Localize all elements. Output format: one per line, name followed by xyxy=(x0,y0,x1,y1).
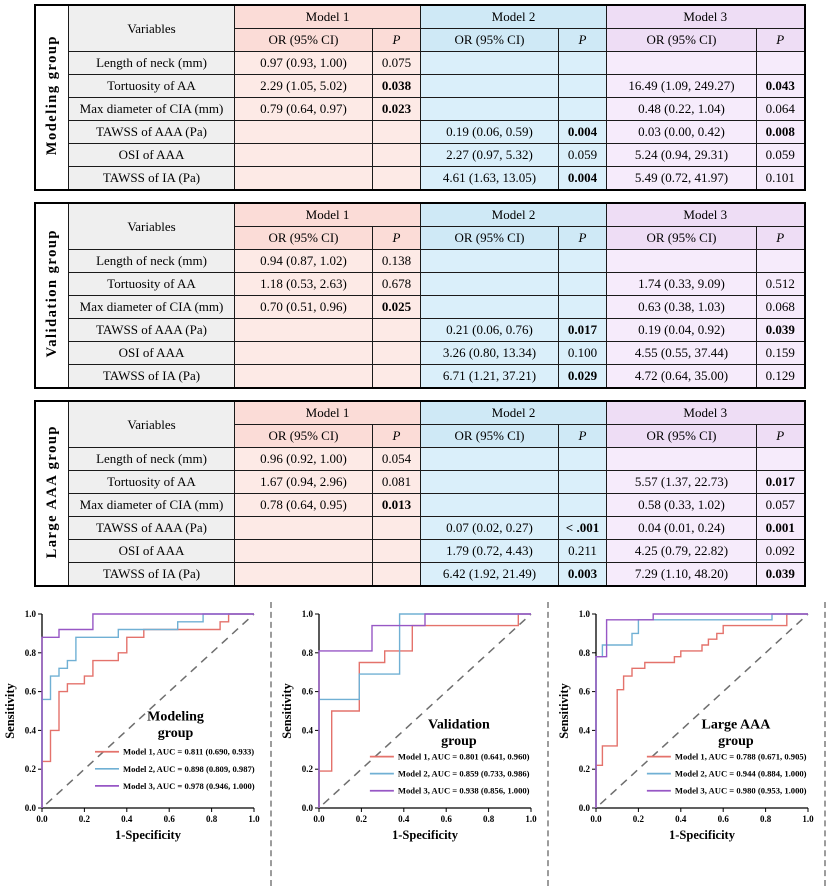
or-cell xyxy=(235,319,373,342)
or-cell xyxy=(421,250,559,273)
p-cell: 0.001 xyxy=(757,517,805,540)
variable-cell: OSI of AAA xyxy=(69,342,235,365)
variable-cell: TAWSS of AAA (Pa) xyxy=(69,517,235,540)
or-ci-header: OR (95% CI) xyxy=(235,29,373,52)
table-row xyxy=(35,75,805,98)
or-cell: 0.78 (0.64, 0.95) xyxy=(235,494,373,517)
model-1-header: Model 1 xyxy=(235,203,421,227)
or-cell xyxy=(421,471,559,494)
panel-separator xyxy=(270,602,272,886)
p-cell xyxy=(373,144,421,167)
p-cell xyxy=(559,250,607,273)
or-cell xyxy=(607,52,757,75)
model-2-header: Model 2 xyxy=(421,203,607,227)
p-cell: 0.068 xyxy=(757,296,805,319)
table-row xyxy=(35,52,805,75)
table-row xyxy=(35,250,805,273)
p-cell xyxy=(373,167,421,191)
variable-cell: TAWSS of AAA (Pa) xyxy=(69,121,235,144)
or-cell: 5.57 (1.37, 22.73) xyxy=(607,471,757,494)
or-cell: 0.21 (0.06, 0.76) xyxy=(421,319,559,342)
variable-cell: OSI of AAA xyxy=(69,540,235,563)
p-cell: 0.004 xyxy=(559,121,607,144)
or-cell: 6.71 (1.21, 37.21) xyxy=(421,365,559,389)
legend-label-model-3: Model 3, AUC = 0.978 (0.946, 1.000) xyxy=(123,780,255,791)
p-cell xyxy=(559,52,607,75)
or-ci-header: OR (95% CI) xyxy=(607,425,757,448)
or-ci-header: OR (95% CI) xyxy=(421,227,559,250)
x-tick-label: 1.0 xyxy=(802,814,814,824)
roc-panel-2 xyxy=(279,598,539,890)
or-cell xyxy=(235,517,373,540)
model-3-header: Model 3 xyxy=(607,401,805,425)
p-cell: 0.017 xyxy=(559,319,607,342)
p-cell: 0.004 xyxy=(559,167,607,191)
y-axis-label: Sensitivity xyxy=(3,683,17,739)
table-row xyxy=(35,540,805,563)
chart-group-title: group xyxy=(441,733,477,749)
or-cell: 0.48 (0.22, 1.04) xyxy=(607,98,757,121)
or-cell: 1.74 (0.33, 9.09) xyxy=(607,273,757,296)
p-cell: 0.029 xyxy=(559,365,607,389)
legend-label-model-1: Model 1, AUC = 0.811 (0.690, 0.933) xyxy=(123,746,255,757)
p-header: P xyxy=(373,425,421,448)
p-cell: 0.023 xyxy=(373,98,421,121)
p-cell: 0.678 xyxy=(373,273,421,296)
p-cell: 0.075 xyxy=(373,52,421,75)
p-cell: 0.057 xyxy=(757,494,805,517)
p-cell: 0.081 xyxy=(373,471,421,494)
variables-header: Variables xyxy=(69,5,235,52)
x-tick-label: 0.0 xyxy=(590,814,602,824)
legend-label-model-2: Model 2, AUC = 0.944 (0.884, 1.000) xyxy=(675,768,807,779)
y-tick-label: 1.0 xyxy=(301,609,314,619)
or-cell xyxy=(235,365,373,389)
p-cell: 0.017 xyxy=(757,471,805,494)
or-cell: 0.19 (0.04, 0.92) xyxy=(607,319,757,342)
table-row xyxy=(35,494,805,517)
table-row xyxy=(35,273,805,296)
p-cell xyxy=(373,319,421,342)
y-axis-label: Sensitivity xyxy=(280,683,295,739)
or-cell: 3.26 (0.80, 13.34) xyxy=(421,342,559,365)
or-cell: 16.49 (1.09, 249.27) xyxy=(607,75,757,98)
p-header: P xyxy=(373,227,421,250)
or-cell: 4.72 (0.64, 35.00) xyxy=(607,365,757,389)
or-cell xyxy=(421,448,559,471)
variable-cell: Max diameter of CIA (mm) xyxy=(69,98,235,121)
table-row xyxy=(35,448,805,471)
or-cell: 0.63 (0.38, 1.03) xyxy=(607,296,757,319)
or-cell xyxy=(235,167,373,191)
p-cell: 0.054 xyxy=(373,448,421,471)
or-ci-header: OR (95% CI) xyxy=(235,425,373,448)
legend-label-model-3: Model 3, AUC = 0.938 (0.856, 1.000) xyxy=(398,785,530,796)
x-tick-label: 0.4 xyxy=(675,814,687,824)
or-cell: 0.04 (0.01, 0.24) xyxy=(607,517,757,540)
p-cell: 0.100 xyxy=(559,342,607,365)
or-cell xyxy=(421,273,559,296)
model-2-header: Model 2 xyxy=(421,401,607,425)
variable-cell: TAWSS of IA (Pa) xyxy=(69,563,235,587)
or-cell xyxy=(235,121,373,144)
y-tick-label: 0.2 xyxy=(24,764,36,775)
panel-separator xyxy=(824,602,826,886)
p-cell xyxy=(559,98,607,121)
y-tick-label: 0.8 xyxy=(24,647,36,658)
x-axis-label: 1-Specificity xyxy=(392,828,459,842)
y-tick-label: 0.6 xyxy=(301,686,314,697)
variable-cell: Max diameter of CIA (mm) xyxy=(69,296,235,319)
or-cell: 4.61 (1.63, 13.05) xyxy=(421,167,559,191)
variable-cell: Tortuosity of AA xyxy=(69,75,235,98)
or-cell: 7.29 (1.10, 48.20) xyxy=(607,563,757,587)
table-row xyxy=(35,365,805,389)
panel-separator xyxy=(547,602,549,886)
p-cell: 0.025 xyxy=(373,296,421,319)
table-row xyxy=(35,296,805,319)
chart-group-title: Large AAA xyxy=(701,717,771,733)
p-cell: 0.043 xyxy=(757,75,805,98)
or-cell: 2.29 (1.05, 5.02) xyxy=(235,75,373,98)
chart-group-title: Validation xyxy=(428,717,490,733)
or-cell xyxy=(607,250,757,273)
table-row xyxy=(35,471,805,494)
stats-table-3 xyxy=(34,400,806,587)
roc-panel-3 xyxy=(556,598,816,890)
y-tick-label: 0.0 xyxy=(301,803,314,813)
variable-cell: Max diameter of CIA (mm) xyxy=(69,494,235,517)
or-cell xyxy=(421,52,559,75)
variable-cell: Tortuosity of AA xyxy=(69,273,235,296)
or-cell: 0.07 (0.02, 0.27) xyxy=(421,517,559,540)
p-cell: 0.129 xyxy=(757,365,805,389)
or-cell: 0.70 (0.51, 0.96) xyxy=(235,296,373,319)
charts-section xyxy=(0,598,828,890)
or-cell xyxy=(421,75,559,98)
group-label: Modeling group xyxy=(43,35,60,156)
y-tick-label: 0.0 xyxy=(579,803,591,813)
stats-table-1 xyxy=(34,4,806,191)
x-tick-label: 1.0 xyxy=(248,814,260,824)
roc-panel-1 xyxy=(2,598,262,890)
roc-chart-3 xyxy=(556,602,814,854)
x-tick-label: 1.0 xyxy=(525,814,537,824)
or-ci-header: OR (95% CI) xyxy=(607,227,757,250)
or-cell: 2.27 (0.97, 5.32) xyxy=(421,144,559,167)
x-tick-label: 0.8 xyxy=(483,814,495,824)
variable-cell: TAWSS of AAA (Pa) xyxy=(69,319,235,342)
y-tick-label: 0.2 xyxy=(301,764,314,775)
p-header: P xyxy=(559,29,607,52)
p-cell xyxy=(559,273,607,296)
chart-group-title: group xyxy=(157,726,194,742)
p-cell: 0.059 xyxy=(757,144,805,167)
roc-chart-2 xyxy=(279,602,537,854)
p-cell: 0.039 xyxy=(757,563,805,587)
variable-cell: TAWSS of IA (Pa) xyxy=(69,167,235,191)
model-1-header: Model 1 xyxy=(235,401,421,425)
legend-label-model-2: Model 2, AUC = 0.859 (0.733, 0.986) xyxy=(398,768,530,779)
p-header: P xyxy=(373,29,421,52)
p-header: P xyxy=(757,29,805,52)
model-3-header: Model 3 xyxy=(607,203,805,227)
x-tick-label: 0.2 xyxy=(78,814,91,824)
stats-table-2 xyxy=(34,202,806,389)
group-label-cell xyxy=(35,401,69,586)
or-cell xyxy=(421,296,559,319)
p-header: P xyxy=(559,425,607,448)
or-cell xyxy=(235,540,373,563)
table-row xyxy=(35,517,805,540)
p-cell: 0.159 xyxy=(757,342,805,365)
variables-header: Variables xyxy=(69,401,235,448)
or-cell xyxy=(421,494,559,517)
legend-label-model-1: Model 1, AUC = 0.788 (0.671, 0.905) xyxy=(675,751,807,762)
p-cell: 0.138 xyxy=(373,250,421,273)
legend-label-model-2: Model 2, AUC = 0.898 (0.809, 0.987) xyxy=(123,763,255,774)
x-tick-label: 0.8 xyxy=(205,814,218,824)
table-row xyxy=(35,98,805,121)
or-cell: 6.42 (1.92, 21.49) xyxy=(421,563,559,587)
x-tick-label: 0.6 xyxy=(440,814,453,824)
roc-chart-1 xyxy=(2,602,260,854)
variable-cell: OSI of AAA xyxy=(69,144,235,167)
model-2-header: Model 2 xyxy=(421,5,607,29)
variable-cell: Tortuosity of AA xyxy=(69,471,235,494)
y-tick-label: 0.6 xyxy=(24,686,36,697)
or-cell: 5.49 (0.72, 41.97) xyxy=(607,167,757,191)
p-cell xyxy=(373,342,421,365)
x-axis-label: 1-Specificity xyxy=(669,828,736,842)
or-cell: 0.58 (0.33, 1.02) xyxy=(607,494,757,517)
variables-header: Variables xyxy=(69,203,235,250)
group-label-cell xyxy=(35,5,69,190)
p-cell: < .001 xyxy=(559,517,607,540)
x-tick-label: 0.4 xyxy=(398,814,410,824)
p-cell xyxy=(559,448,607,471)
p-cell: 0.038 xyxy=(373,75,421,98)
p-header: P xyxy=(559,227,607,250)
or-cell xyxy=(235,342,373,365)
table-row xyxy=(35,121,805,144)
y-tick-label: 0.8 xyxy=(301,647,314,658)
table-row xyxy=(35,144,805,167)
table-row xyxy=(35,342,805,365)
or-cell: 5.24 (0.94, 29.31) xyxy=(607,144,757,167)
p-cell: 0.101 xyxy=(757,167,805,191)
or-ci-header: OR (95% CI) xyxy=(421,29,559,52)
p-cell: 0.064 xyxy=(757,98,805,121)
x-tick-label: 0.6 xyxy=(717,814,730,824)
p-cell: 0.039 xyxy=(757,319,805,342)
p-cell xyxy=(559,471,607,494)
y-tick-label: 1.0 xyxy=(579,609,591,619)
y-tick-label: 0.8 xyxy=(579,647,591,658)
x-tick-label: 0.0 xyxy=(36,814,48,824)
x-tick-label: 0.4 xyxy=(121,814,133,824)
p-cell xyxy=(373,517,421,540)
variable-cell: Length of neck (mm) xyxy=(69,250,235,273)
y-tick-label: 0.0 xyxy=(24,803,36,813)
or-ci-header: OR (95% CI) xyxy=(607,29,757,52)
p-cell xyxy=(559,296,607,319)
p-cell xyxy=(559,494,607,517)
group-label: Validation group xyxy=(43,229,60,358)
p-cell xyxy=(373,121,421,144)
p-cell: 0.092 xyxy=(757,540,805,563)
or-cell: 0.96 (0.92, 1.00) xyxy=(235,448,373,471)
p-cell: 0.512 xyxy=(757,273,805,296)
or-cell: 1.67 (0.94, 2.96) xyxy=(235,471,373,494)
p-cell xyxy=(559,75,607,98)
model-3-header: Model 3 xyxy=(607,5,805,29)
p-cell xyxy=(373,540,421,563)
p-cell: 0.059 xyxy=(559,144,607,167)
or-cell: 0.94 (0.87, 1.02) xyxy=(235,250,373,273)
variable-cell: TAWSS of IA (Pa) xyxy=(69,365,235,389)
p-cell: 0.003 xyxy=(559,563,607,587)
x-tick-label: 0.2 xyxy=(355,814,368,824)
y-tick-label: 0.4 xyxy=(24,725,36,736)
p-cell xyxy=(373,563,421,587)
or-cell: 0.79 (0.64, 0.97) xyxy=(235,98,373,121)
or-cell: 0.19 (0.06, 0.59) xyxy=(421,121,559,144)
table-row xyxy=(35,167,805,191)
chart-group-title: group xyxy=(718,733,755,749)
p-cell xyxy=(757,448,805,471)
p-header: P xyxy=(757,425,805,448)
p-cell xyxy=(757,250,805,273)
x-tick-label: 0.6 xyxy=(163,814,175,824)
y-tick-label: 0.2 xyxy=(579,764,591,775)
or-cell xyxy=(235,144,373,167)
y-tick-label: 0.4 xyxy=(301,725,314,736)
or-ci-header: OR (95% CI) xyxy=(421,425,559,448)
or-cell: 0.97 (0.93, 1.00) xyxy=(235,52,373,75)
legend-label-model-1: Model 1, AUC = 0.801 (0.641, 0.960) xyxy=(398,751,530,762)
y-tick-label: 1.0 xyxy=(24,609,36,619)
y-tick-label: 0.6 xyxy=(579,686,591,697)
p-header: P xyxy=(757,227,805,250)
variable-cell: Length of neck (mm) xyxy=(69,448,235,471)
p-cell: 0.211 xyxy=(559,540,607,563)
or-cell xyxy=(607,448,757,471)
p-cell: 0.013 xyxy=(373,494,421,517)
table-row xyxy=(35,319,805,342)
x-axis-label: 1-Specificity xyxy=(115,828,181,842)
chart-group-title: Modeling xyxy=(147,709,204,725)
or-cell: 1.79 (0.72, 4.43) xyxy=(421,540,559,563)
y-axis-label: Sensitivity xyxy=(557,683,572,739)
p-cell xyxy=(757,52,805,75)
table-row xyxy=(35,563,805,587)
or-ci-header: OR (95% CI) xyxy=(235,227,373,250)
p-cell: 0.008 xyxy=(757,121,805,144)
variable-cell: Length of neck (mm) xyxy=(69,52,235,75)
x-tick-label: 0.8 xyxy=(760,814,772,824)
legend-label-model-3: Model 3, AUC = 0.980 (0.953, 1.000) xyxy=(675,785,807,796)
or-cell: 0.03 (0.00, 0.42) xyxy=(607,121,757,144)
group-label-cell xyxy=(35,203,69,388)
model-1-header: Model 1 xyxy=(235,5,421,29)
group-label: Large AAA group xyxy=(43,424,60,559)
x-tick-label: 0.2 xyxy=(633,814,645,824)
or-cell xyxy=(235,563,373,587)
or-cell: 1.18 (0.53, 2.63) xyxy=(235,273,373,296)
x-tick-label: 0.0 xyxy=(313,814,325,824)
or-cell: 4.55 (0.55, 37.44) xyxy=(607,342,757,365)
or-cell xyxy=(421,98,559,121)
y-tick-label: 0.4 xyxy=(579,725,591,736)
or-cell: 4.25 (0.79, 22.82) xyxy=(607,540,757,563)
p-cell xyxy=(373,365,421,389)
